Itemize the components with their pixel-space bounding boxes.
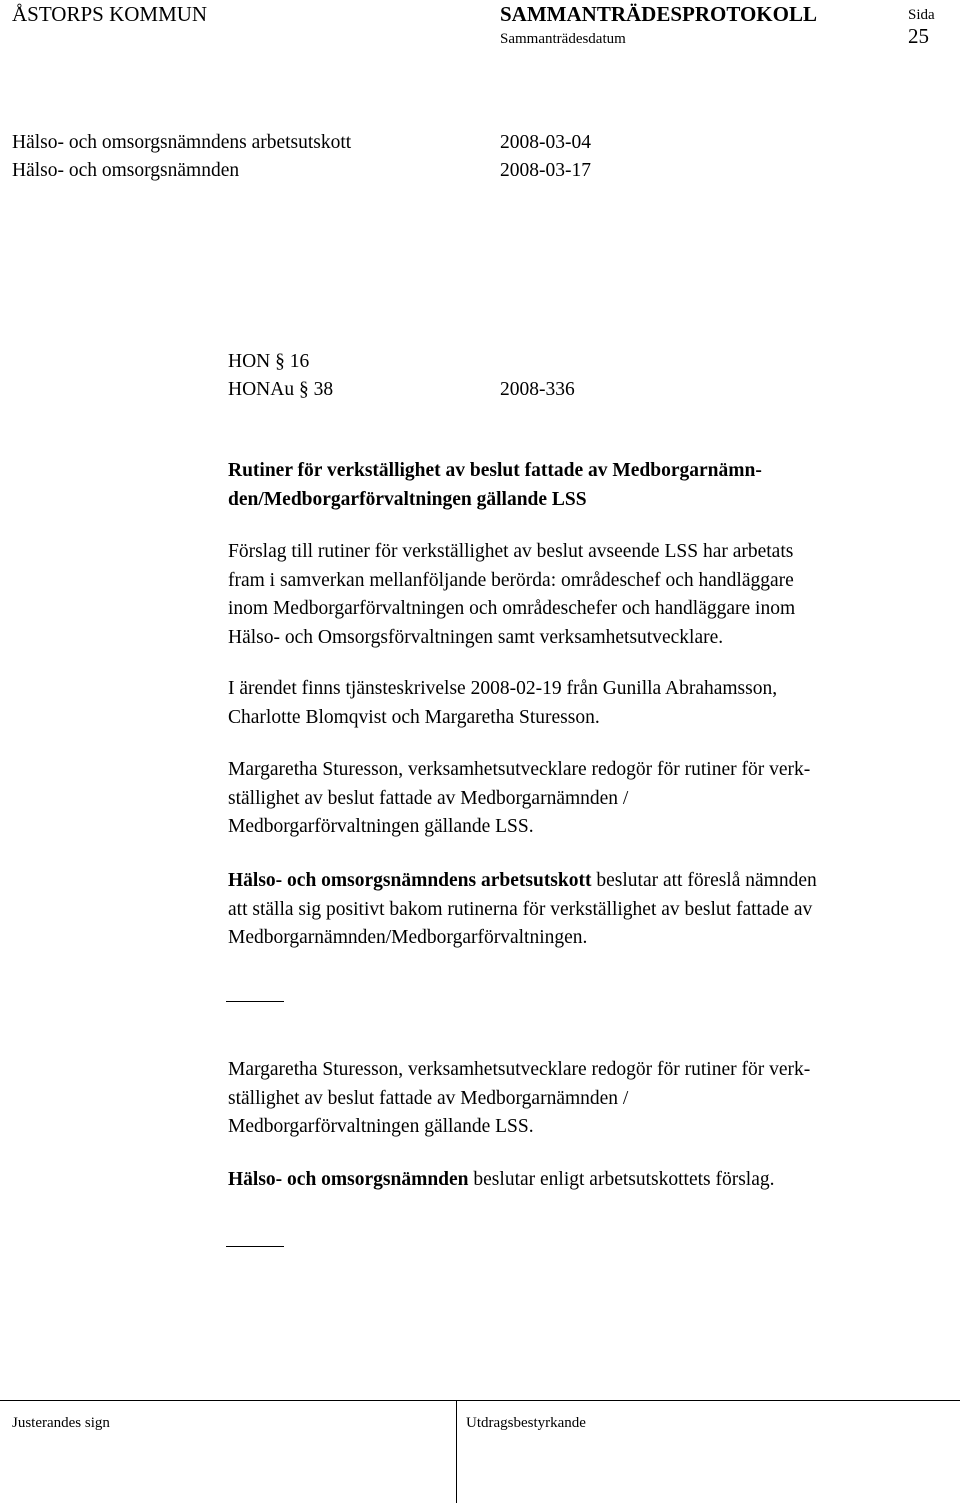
meeting-date-2: 2008-03-17 — [500, 160, 591, 181]
meeting-date-label: Sammanträdesdatum — [500, 31, 626, 47]
paragraph-line: Margaretha Sturesson, verksamhetsutvecklare redogör för rutiner för verk- — [228, 759, 811, 780]
decision-body-au: Hälso- och omsorgsnämndens arbetsutskott — [228, 870, 592, 891]
municipality-name: ÅSTORPS KOMMUN — [12, 2, 208, 26]
decision-text: beslutar enligt arbetsutskottets förslag. — [468, 1169, 775, 1190]
paragraph-line: Hälso- och Omsorgsförvaltningen samt verksamhetsutvecklare. — [228, 626, 724, 648]
paragraph-line: Förslag till rutiner för verkställighet av beslut avseende LSS har arbetats — [228, 541, 794, 562]
paragraph-line — [228, 1166, 775, 1195]
section-divider — [226, 1246, 284, 1247]
section-divider — [226, 1001, 284, 1002]
paragraph-line: I ärendet finns tjänsteskrivelse 2008-02-19 från Gunilla Abrahamsson, — [228, 678, 778, 699]
footer-top-rule — [0, 1400, 960, 1401]
paragraph-line — [228, 867, 817, 896]
protocol-title: SAMMANTRÄDESPROTOKOLL — [500, 2, 817, 26]
paragraph-line: ställighet av beslut fattade av Medborgarnämnden / — [228, 1087, 629, 1109]
decision-body-hon: Hälso- och omsorgsnämnden — [228, 1169, 469, 1190]
justerandes-sign-label: Justerandes sign — [12, 1415, 110, 1431]
case-title — [228, 457, 762, 514]
paragraph-presentation-hon — [228, 1056, 810, 1142]
paragraph-line: fram i samverkan mellanföljande berörda: områdeschef och handläggare — [228, 569, 794, 591]
paragraph-line: inom Medborgarförvaltningen och områdeschefer och handläggare inom — [228, 598, 796, 619]
paragraph-line: Margaretha Sturesson, verksamhetsutvecklare redogör för rutiner för verk- — [228, 1059, 811, 1080]
paragraph-line: att ställa sig positivt bakom rutinerna för verkställighet av beslut fattade av — [228, 898, 813, 920]
paragraph-proposal — [228, 538, 795, 652]
decision-text: beslutar att föreslå nämnden — [591, 870, 817, 891]
hon-paragraph-ref: HON § 16 — [228, 351, 310, 372]
diarienummer: 2008-336 — [500, 379, 575, 400]
page-number: 25 — [908, 24, 929, 48]
meeting-date-1: 2008-03-04 — [500, 132, 591, 153]
case-title-line-1: Rutiner för verkställighet av beslut fattade av Medborgarnämn- — [228, 460, 762, 481]
paragraph-decision-au — [228, 867, 817, 953]
paragraph-decision-hon — [228, 1166, 775, 1195]
page-label: Sida — [908, 7, 935, 23]
meeting-body-2: Hälso- och omsorgsnämnden — [12, 160, 240, 181]
honau-paragraph-ref: HONAu § 38 — [228, 379, 334, 400]
paragraph-presentation-au — [228, 756, 810, 842]
utdragsbestyrkande-label: Utdragsbestyrkande — [466, 1415, 586, 1431]
footer-column-divider — [456, 1401, 457, 1503]
paragraph-line: Charlotte Blomqvist och Margaretha Sturesson. — [228, 706, 600, 728]
paragraph-line: Medborgarförvaltningen gällande LSS. — [228, 1116, 534, 1137]
paragraph-line: Medborgarnämnden/Medborgarförvaltningen. — [228, 927, 588, 948]
paragraph-line: ställighet av beslut fattade av Medborgarnämnden / — [228, 787, 629, 809]
case-title-line-2: den/Medborgarförvaltningen gällande LSS — [228, 488, 587, 510]
paragraph-line: Medborgarförvaltningen gällande LSS. — [228, 816, 534, 837]
paragraph-documents — [228, 675, 777, 732]
meeting-body-1: Hälso- och omsorgsnämndens arbetsutskott — [12, 132, 352, 153]
